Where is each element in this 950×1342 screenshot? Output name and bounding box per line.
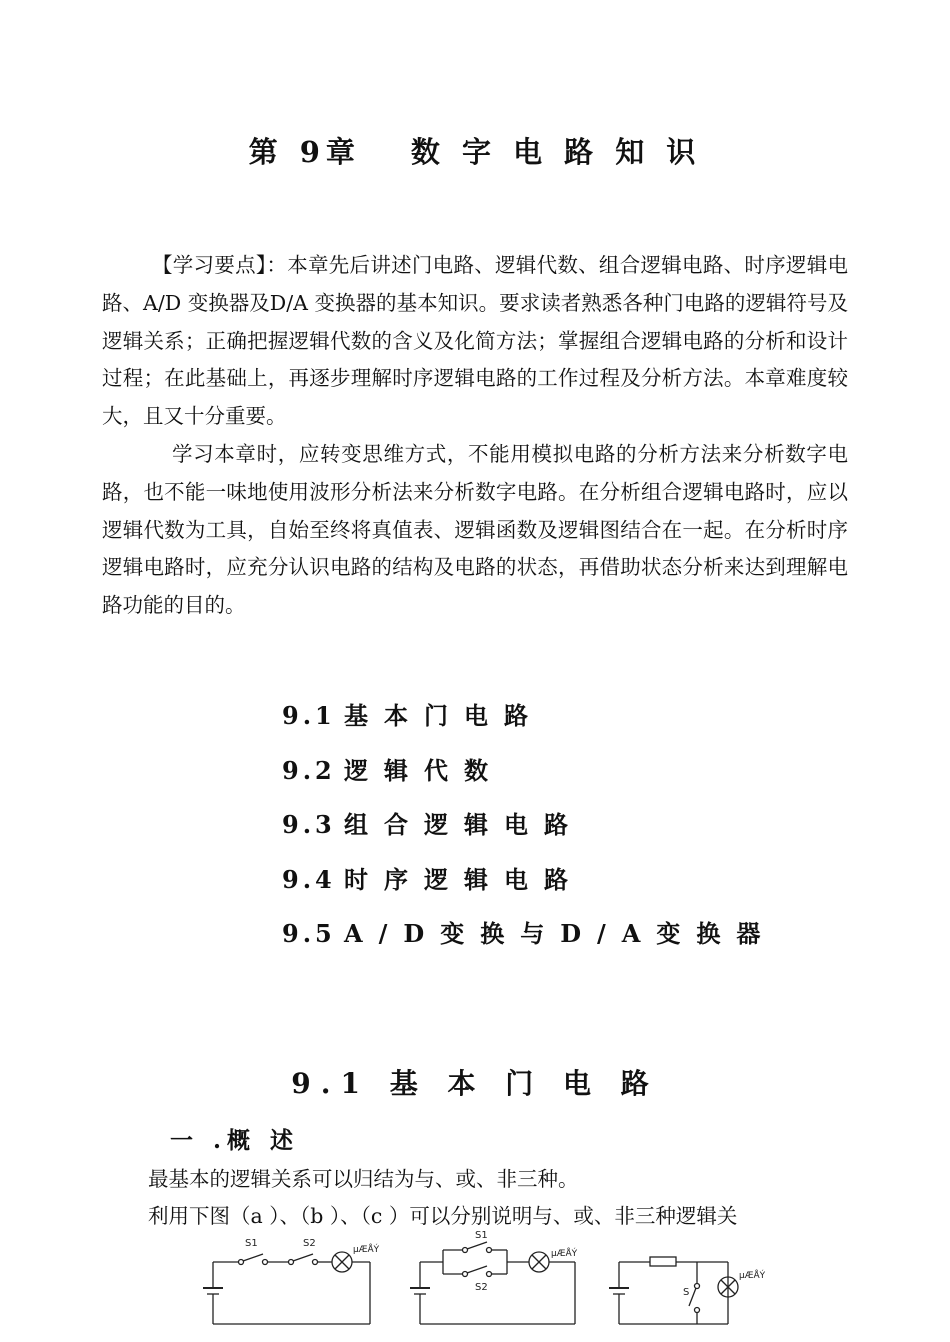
- circuit-figure: [195, 1226, 795, 1342]
- body-line-2: 利用下图（a ）、（b ）、（c ）可以分别说明与、或、非三种逻辑关: [148, 1204, 738, 1228]
- chapter-number: 第 9章: [248, 135, 361, 169]
- label-s2-b: S2: [475, 1282, 488, 1293]
- label-s1-b: S1: [475, 1230, 488, 1241]
- toc-number: 9.5: [282, 919, 336, 948]
- toc-item: [282, 696, 776, 751]
- toc-number: 9.2: [282, 755, 336, 785]
- toc-item: [282, 751, 776, 806]
- label-s2-a: S2: [303, 1238, 316, 1249]
- table-of-contents: [282, 696, 776, 969]
- toc-number: 9.3: [282, 810, 336, 839]
- label-s-c: S: [683, 1287, 690, 1298]
- chapter-name: 数 字 电 路 知 识: [410, 135, 702, 169]
- label-lamp-c: µÆÅÝ: [739, 1271, 766, 1281]
- toc-item: [282, 805, 776, 860]
- circuit-a: [203, 1252, 370, 1324]
- label-lamp-b: µÆÅÝ: [551, 1249, 578, 1259]
- toc-title: 时序逻辑电路: [344, 864, 584, 894]
- body-line-1: 最基本的逻辑关系可以归结为与、或、非三种。: [148, 1167, 579, 1191]
- circuit-c: [609, 1257, 738, 1324]
- subheading: 一 .概 述: [170, 1127, 300, 1154]
- label-s1-a: S1: [245, 1238, 258, 1249]
- toc-item: [282, 860, 776, 915]
- section-title: 9.1 基 本 门 电 路: [291, 1067, 659, 1100]
- intro-paragraph-2: 学习本章时，应转变思维方式，不能用模拟电路的分析方法来分析数字电路，也不能一味地使用波形分析法来分析数字电路。在分析组合逻辑电路时，应以逻辑代数为工具，自始至终将真值表、逻辑函数及逻辑图结合在一起。在分析时序逻辑电路时，应充分认识电路的结构及电路的状态，再借助状态分析来达到理解电路功能的目的。: [102, 442, 848, 618]
- chapter-title: [0, 130, 950, 171]
- toc-title: 基本门电路: [344, 701, 544, 730]
- toc-item: [282, 914, 776, 969]
- intro-paragraph-1: 【学习要点】：本章先后讲述门电路、逻辑代数、组合逻辑电路、时序逻辑电路、A/D 变换器及D/A 变换器的基本知识。要求读者熟悉各种门电路的逻辑符号及逻辑关系；正确把握逻辑代数的含义及化简方法；掌握组合逻辑电路的分析和设计过程；在此基础上，再逐步理解时序逻辑电路的工作过程及分析方法。本章难度较大，且又十分重要。: [102, 253, 848, 429]
- toc-title: 组合逻辑电路: [344, 810, 584, 839]
- toc-title: A/D变换与D/A变换器: [344, 919, 777, 948]
- toc-title: 逻辑代数: [344, 755, 504, 785]
- toc-number: 9.4: [282, 864, 336, 894]
- toc-number: 9.1: [282, 701, 336, 730]
- label-lamp-a: µÆÅÝ: [353, 1245, 380, 1255]
